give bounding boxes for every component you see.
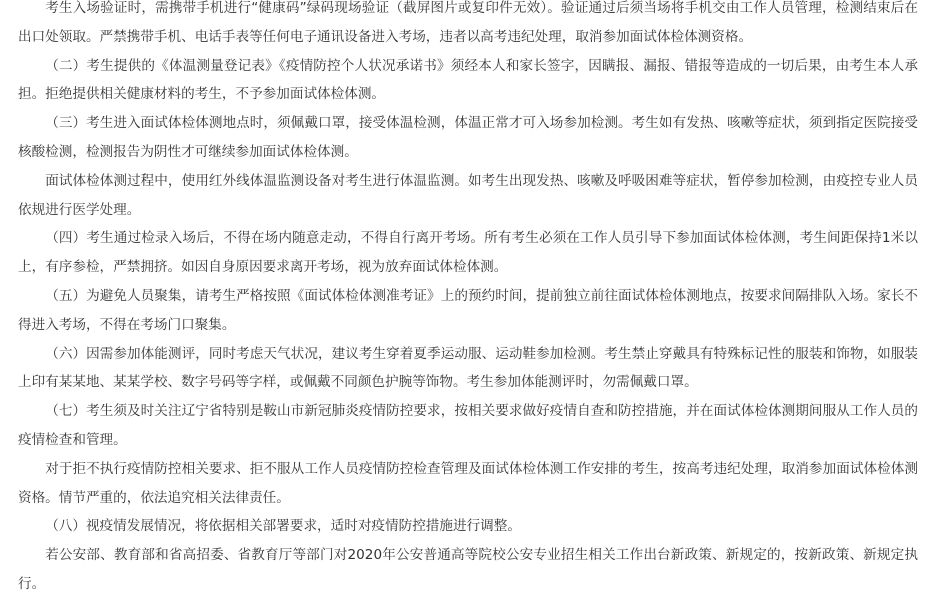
paragraph-item-8: （八）视疫情发展情况，将依据相关部署要求，适时对疫情防控措施进行调整。 bbox=[45, 518, 521, 535]
paragraph-item-2: （二）考生提供的《体温测量登记表》《疫情防控个人状况承诺书》须经本人和家长签字，因瞒报、漏报、错报等造成的一切后果，由考生本人承担。拒绝提供相关健康材料的考生，不予参加面试体检体测。 bbox=[18, 57, 918, 103]
paragraph-health-code: 考生入场验证时，需携带手机进行“健康码”绿码现场验证（截屏图片或复印件无效）。验证通过后须当场将手机交由工作人员管理，检测结束后在出口处领取。严禁携带手机、电话手表等任何电子通讯设备进入考场，违者以高考违纪处理，取消参加面试体检体测资格。 bbox=[18, 0, 918, 45]
paragraph-temperature-monitoring: 面试体检体测过程中，使用红外线体温监测设备对考生进行体温监测。如考生出现发热、咳嗽及呼吸困难等症状，暂停参加检测，由疫控专业人员依规进行医学处理。 bbox=[18, 172, 918, 218]
paragraph-new-policy: 若公安部、教育部和省高招委、省教育厅等部门对2020年公安普通高等院校公安专业招生相关工作出台新政策、新规定的，按新政策、新规定执行。 bbox=[18, 547, 918, 592]
paragraph-item-6: （六）因需参加体能测评，同时考虑天气状况，建议考生穿着夏季运动服、运动鞋参加检测。考生禁止穿戴具有特殊标记性的服装和饰物，如服装上印有某某地、某某学校、数字号码等字样，或佩戴不同颜色护腕等饰物。考生参加体能测评时，勿需佩戴口罩。 bbox=[18, 345, 918, 391]
paragraph-item-5: （五）为避免人员聚集，请考生严格按照《面试体检体测准考证》上的预约时间，提前独立前往面试体检体测地点，按要求间隔排队入场。家长不得进入考场，不得在考场门口聚集。 bbox=[18, 287, 918, 333]
paragraph-item-7: （七）考生须及时关注辽宁省特别是鞍山市新冠肺炎疫情防控要求，按相关要求做好疫情自查和防控措施，并在面试体检体测期间服从工作人员的疫情检查和管理。 bbox=[18, 403, 918, 448]
paragraph-item-3: （三）考生进入面试体检体测地点时，须佩戴口罩，接受体温检测，体温正常才可入场参加检测。考生如有发热、咳嗽等症状，须到指定医院接受核酸检测，检测报告为阴性才可继续参加面试体检体测。 bbox=[18, 115, 918, 160]
paragraph-item-4: （四）考生通过检录入场后，不得在场内随意走动，不得自行离开考场。所有考生必须在工作人员引导下参加面试体检体测，考生间距保持1米以上，有序参检，严禁拥挤。如因自身原因要求离开考场，视为放弃面试体检体测。 bbox=[18, 230, 918, 276]
paragraph-violation-handling: 对于拒不执行疫情防控相关要求、拒不服从工作人员疫情防控检查管理及面试体检体测工作安排的考生，按高考违纪处理，取消参加面试体检体测资格。情节严重的，依法追究相关法律责任。 bbox=[18, 460, 918, 506]
